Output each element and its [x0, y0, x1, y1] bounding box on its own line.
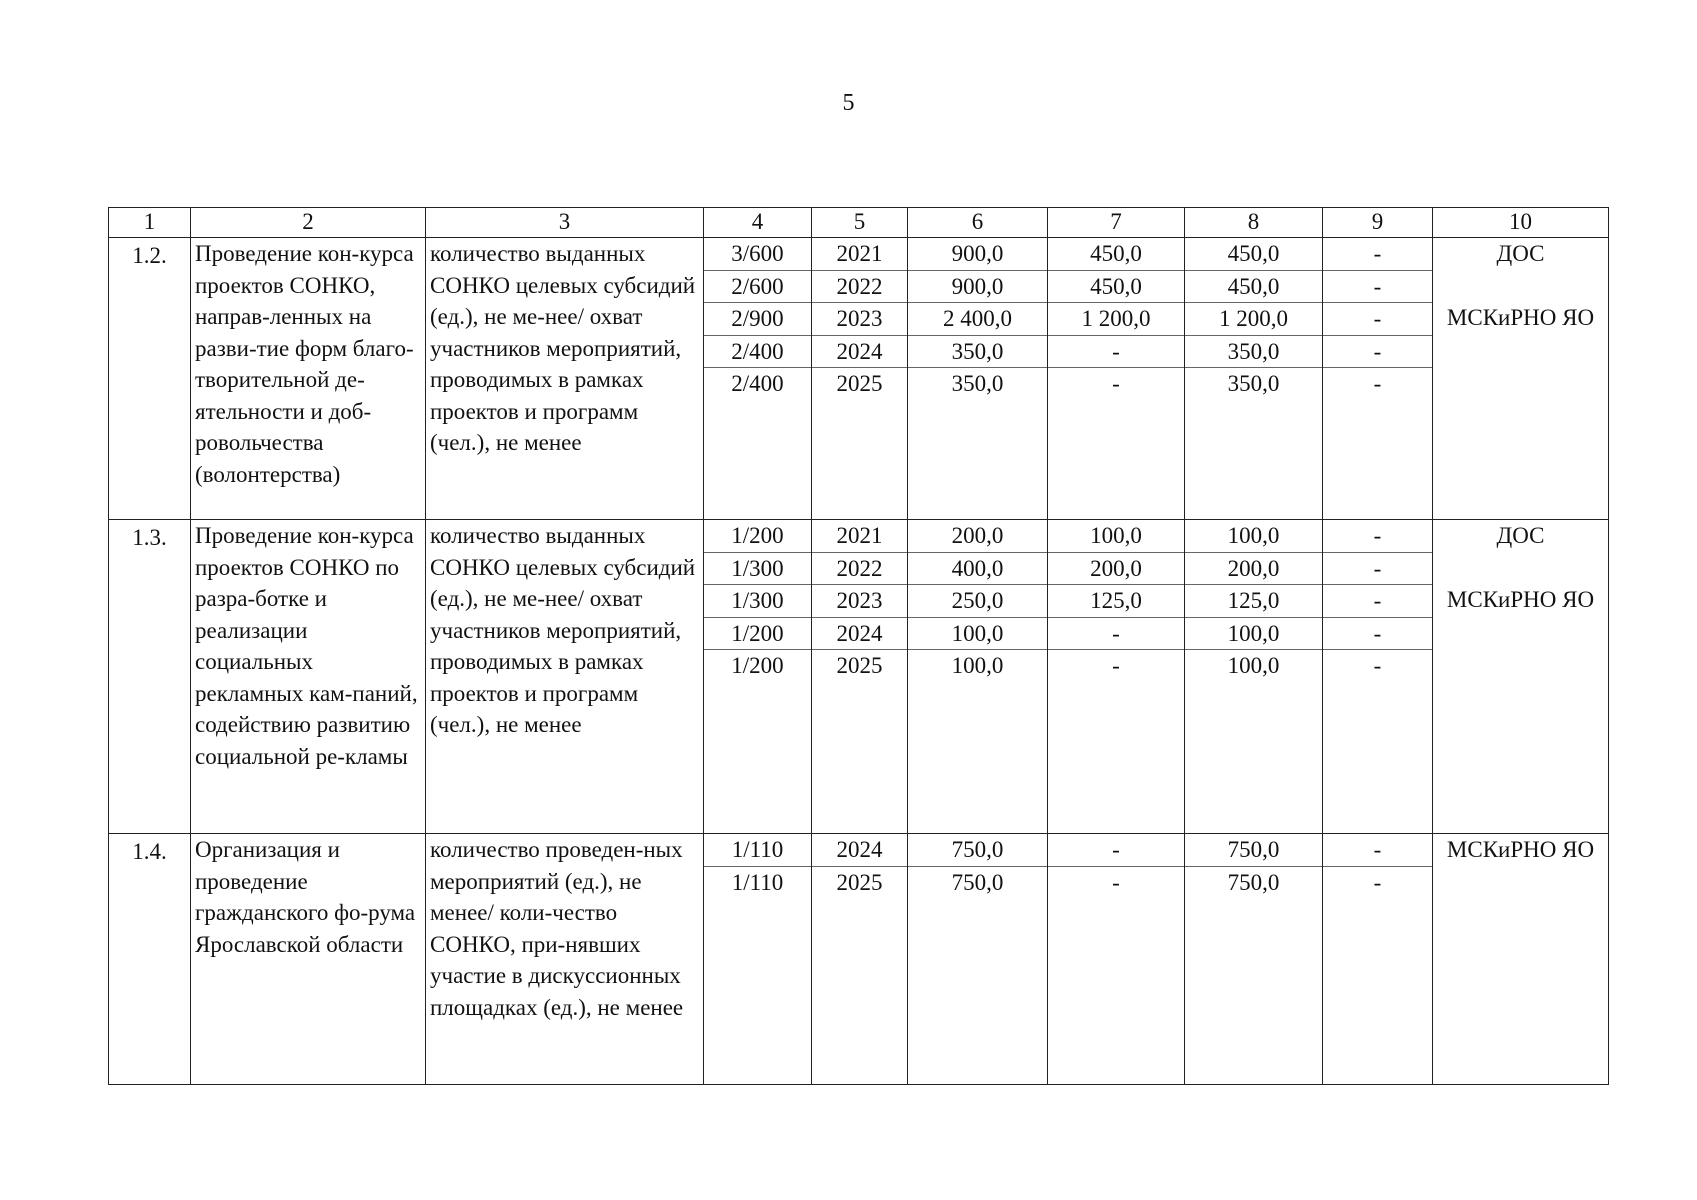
year: 2024 [812, 618, 907, 651]
amount-federal-cell [1048, 834, 1185, 1085]
indicator-value: 3/600 [704, 238, 811, 271]
header-cell: 7 [1048, 208, 1185, 238]
amount-other: - [1373, 371, 1382, 396]
amount-regional: 450,0 [1185, 238, 1322, 271]
amount-total: 900,0 [908, 271, 1047, 304]
header-cell: 8 [1185, 208, 1323, 238]
amount-federal: 100,0 [1048, 520, 1184, 553]
amount-total: 100,0 [908, 618, 1047, 651]
spacer [1433, 552, 1608, 584]
indicator-value: 2/400 [704, 336, 811, 369]
amount-other: - [1323, 834, 1432, 867]
header-cell: 5 [812, 208, 908, 238]
amount-total-cell [908, 520, 1048, 834]
amount-total: 350,0 [951, 371, 1004, 396]
row-number: 1.4. [109, 834, 191, 1085]
row-number: 1.2. [109, 238, 191, 520]
header-cell: 3 [426, 208, 704, 238]
header-row [109, 208, 1609, 238]
amount-federal: - [1112, 869, 1120, 895]
indicator-value-cell [704, 834, 812, 1085]
responsible-cell [1433, 834, 1609, 1085]
indicator-description: количество выданных СОНКО целевых субсидий (ед.), не ме-нее/ охват участников мероприятий, проводимых в рамках проектов и программ (чел.), не менее [426, 520, 704, 834]
amount-other: - [1323, 336, 1432, 369]
indicator-value: 2/400 [731, 371, 784, 396]
amount-regional: 200,0 [1185, 553, 1322, 586]
amount-total: 250,0 [908, 585, 1047, 618]
amount-total: 400,0 [908, 553, 1047, 586]
amount-total-cell [908, 238, 1048, 520]
table-row [109, 520, 1609, 834]
header-cell: 2 [191, 208, 426, 238]
amount-regional: 350,0 [1227, 371, 1280, 396]
indicator-value: 1/110 [731, 869, 784, 895]
page-number: 5 [842, 90, 855, 116]
indicator-description: количество проведен-ных мероприятий (ед.), не менее/ коли-чество СОНКО, при-нявших участие в дискуссионных площадках (ед.), не менее [426, 834, 704, 1085]
amount-other: - [1323, 271, 1432, 304]
program-table [108, 207, 1609, 1085]
amount-other: - [1373, 869, 1382, 895]
header-cell: 6 [908, 208, 1048, 238]
responsible-agency: ДОС [1496, 241, 1545, 266]
activity-name: Организация и проведение гражданского фо-рума Ярославской области [191, 834, 426, 1085]
amount-total-cell [908, 834, 1048, 1085]
responsible-agency: ДОС [1496, 523, 1545, 548]
year: 2025 [836, 653, 883, 678]
indicator-value: 2/600 [704, 271, 811, 304]
indicator-value: 1/200 [704, 520, 811, 553]
indicator-value: 1/200 [704, 618, 811, 651]
indicator-value: 2/900 [704, 303, 811, 336]
amount-total: 100,0 [951, 653, 1004, 678]
year: 2023 [812, 303, 907, 336]
amount-regional: 100,0 [1185, 618, 1322, 651]
amount-federal: 450,0 [1048, 271, 1184, 304]
amount-other: - [1323, 520, 1432, 553]
amount-total: 350,0 [908, 336, 1047, 369]
amount-regional-cell [1185, 238, 1323, 520]
row-number: 1.3. [109, 520, 191, 834]
indicator-value-cell [704, 238, 812, 520]
amount-federal-cell [1048, 520, 1185, 834]
indicator-value: 1/200 [731, 653, 784, 678]
year: 2022 [812, 271, 907, 304]
table-row [109, 238, 1609, 520]
amount-federal: 125,0 [1048, 585, 1184, 618]
responsible-agency: МСКиРНО ЯО [1446, 837, 1595, 862]
year: 2025 [836, 869, 883, 895]
header-cell: 1 [109, 208, 191, 238]
indicator-value-cell [704, 520, 812, 834]
header-cell: 9 [1323, 208, 1433, 238]
activity-name: Проведение кон-курса проектов СОНКО по разра-ботке и реализации социальных рекламных кам-паний, содействию развитию социальной ре-кламы [191, 520, 426, 834]
amount-federal: - [1048, 336, 1184, 369]
amount-regional: 450,0 [1185, 271, 1322, 304]
amount-federal: - [1048, 834, 1184, 867]
header-cell: 4 [704, 208, 812, 238]
indicator-value: 1/110 [704, 834, 811, 867]
amount-total: 200,0 [908, 520, 1047, 553]
indicator-description: количество выданных СОНКО целевых субсидий (ед.), не ме-нее/ охват участников мероприятий, проводимых в рамках проектов и программ (чел.), не менее [426, 238, 704, 520]
amount-other: - [1323, 238, 1432, 271]
amount-other: - [1323, 618, 1432, 651]
responsible-cell [1433, 238, 1609, 520]
year-cell [812, 834, 908, 1085]
amount-other-cell [1323, 834, 1433, 1085]
amount-federal-cell [1048, 238, 1185, 520]
amount-regional: 100,0 [1185, 520, 1322, 553]
responsible-agency: МСКиРНО ЯО [1446, 304, 1595, 330]
responsible-cell [1433, 520, 1609, 834]
activity-name: Проведение кон-курса проектов СОНКО, направ-ленных на разви-тие форм благо-творительной де-ятельности и доб-ровольчества (волонтерства) [191, 238, 426, 520]
amount-regional: 100,0 [1227, 653, 1280, 678]
amount-other: - [1323, 303, 1432, 336]
year: 2022 [812, 553, 907, 586]
year: 2024 [812, 834, 907, 867]
year: 2023 [812, 585, 907, 618]
amount-regional-cell [1185, 520, 1323, 834]
amount-federal: - [1112, 371, 1120, 396]
table-row [109, 834, 1609, 1085]
amount-federal: - [1112, 653, 1120, 678]
header-cell: 10 [1433, 208, 1609, 238]
indicator-value: 1/300 [704, 553, 811, 586]
year-cell [812, 238, 908, 520]
amount-regional-cell [1185, 834, 1323, 1085]
spacer [1433, 270, 1608, 302]
year: 2024 [812, 336, 907, 369]
year: 2021 [812, 520, 907, 553]
amount-other: - [1373, 653, 1382, 678]
amount-federal: 450,0 [1048, 238, 1184, 271]
amount-other: - [1323, 585, 1432, 618]
amount-regional: 750,0 [1185, 834, 1322, 867]
amount-regional: 350,0 [1185, 336, 1322, 369]
indicator-value: 1/300 [704, 585, 811, 618]
amount-federal: 200,0 [1048, 553, 1184, 586]
amount-total: 900,0 [908, 238, 1047, 271]
amount-regional: 1 200,0 [1185, 303, 1322, 336]
amount-total: 2 400,0 [908, 303, 1047, 336]
year-cell [812, 520, 908, 834]
amount-other-cell [1323, 238, 1433, 520]
amount-federal: - [1048, 618, 1184, 651]
amount-regional: 750,0 [1227, 869, 1280, 895]
amount-regional: 125,0 [1185, 585, 1322, 618]
year: 2025 [836, 371, 883, 396]
amount-total: 750,0 [951, 869, 1004, 895]
amount-other: - [1323, 553, 1432, 586]
amount-other-cell [1323, 520, 1433, 834]
amount-federal: 1 200,0 [1048, 303, 1184, 336]
year: 2021 [812, 238, 907, 271]
responsible-agency: МСКиРНО ЯО [1446, 586, 1595, 612]
amount-total: 750,0 [908, 834, 1047, 867]
